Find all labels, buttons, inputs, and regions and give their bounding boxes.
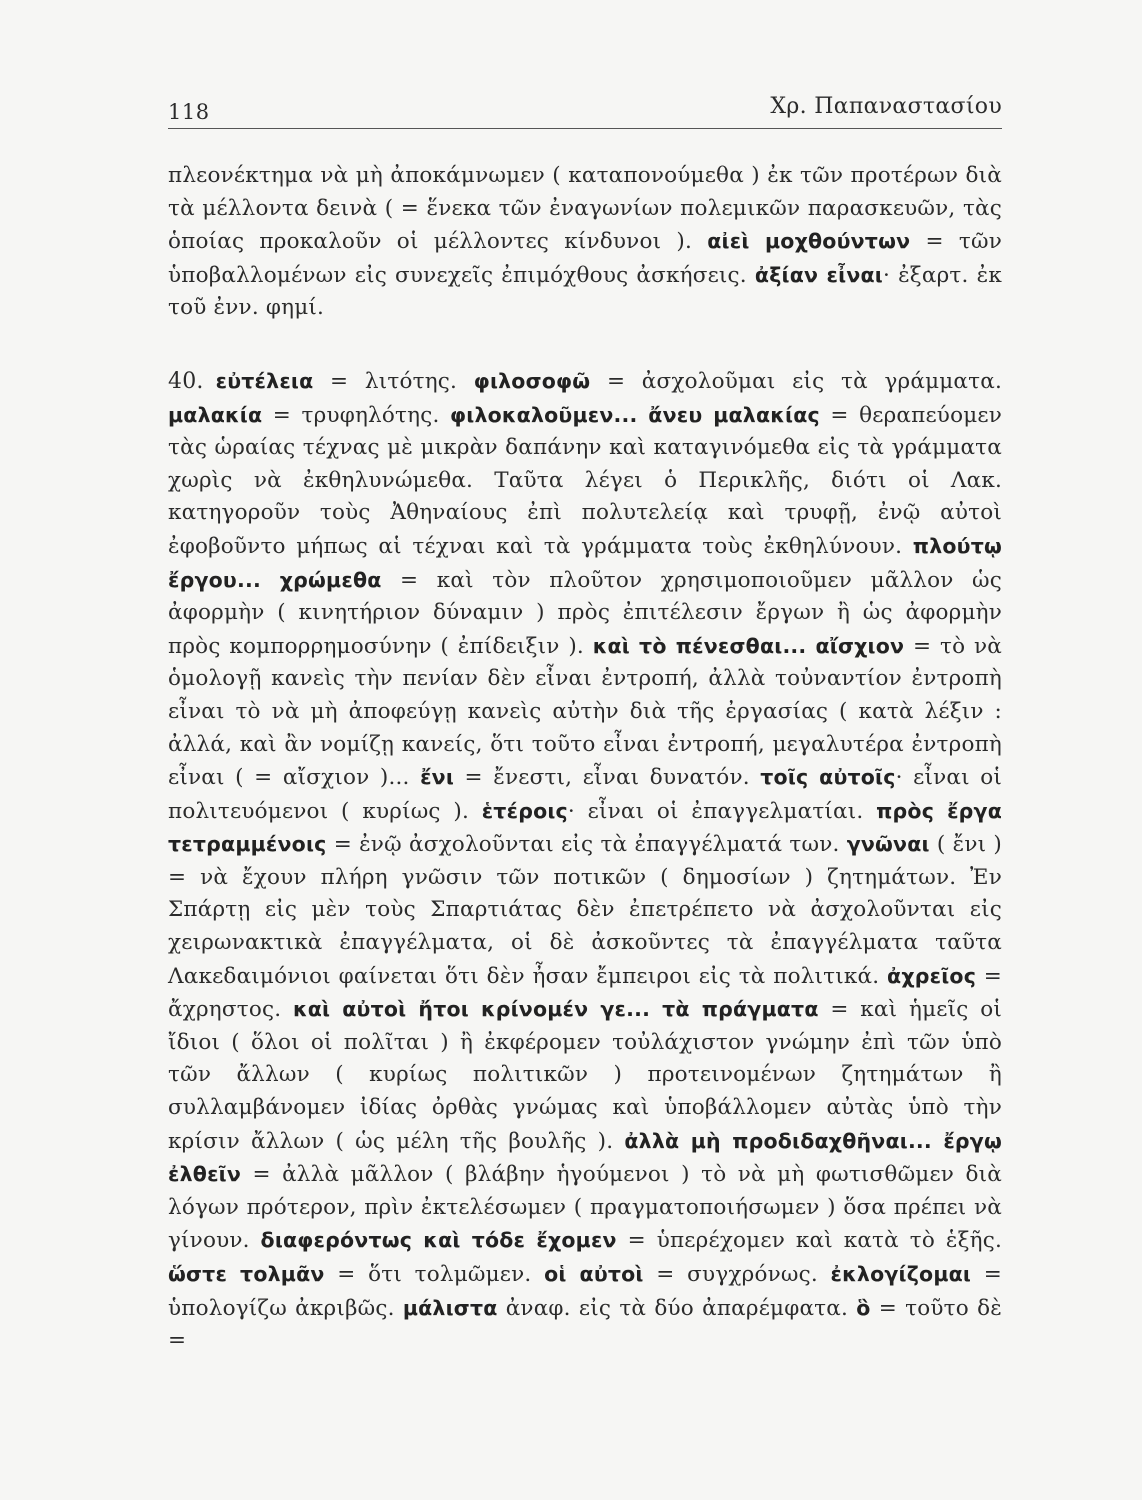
gloss-text: = ἀσχολοῦμαι εἰς τὰ γράμματα.: [590, 368, 1002, 394]
lemma: ἐκλογίζομαι: [830, 1262, 972, 1286]
gloss-text: ( ἔνι ) = νὰ ἔχουν πλήρη γνῶσιν τῶν ποτικῶν ( δημοσίων ) ζητημάτων. Ἐν Σπάρτῃ εἰς μὲν τοὺς Σπαρτιάτας δὲν ἐπετρέπετο νὰ ἀσχολοῦνται εἰς χειρωνακτικὰ ἐπαγγέλματα, οἱ δὲ ἀσκοῦντες τὰ ἐπαγγέλματα ταῦτα Λακεδαιμόνιοι φαίνεται ὅτι δὲν ἦσαν ἔμπειροι εἰς τὰ πολιτικά.: [168, 832, 1003, 989]
page-body: [168, 160, 1002, 1358]
lemma: ἑτέροις: [481, 798, 568, 823]
lemma: ὃ: [856, 1295, 871, 1320]
gloss-text: = τοῦτο δὲ =: [168, 1295, 1002, 1354]
gloss-text: = ὑπολογίζω ἀκριβῶς.: [168, 1262, 1002, 1321]
gloss-text: · ἐξαρτ. ἐκ τοῦ ἐνν. φημί.: [168, 262, 1002, 321]
lemma: μάλιστα: [402, 1295, 498, 1320]
gloss-text: · εἶναι οἱ πολιτευόμενοι ( κυρίως ).: [168, 765, 1002, 824]
running-title: Χρ. Παπαναστασίου: [770, 94, 1002, 119]
gloss-text: = καὶ ἡμεῖς οἱ ἴδιοι ( ὅλοι οἱ πολῖται ) ἢ ἐκφέρομεν τοὐλάχιστον γνώμην ἐπὶ τῶν ὑπὸ τῶν ἄλλων ( κυρίως πολιτικῶν ) προτεινομένων ζητημάτων ἢ συλλαμβάνομεν ἰδίας ὀρθὰς γνώμας καὶ ὑποβάλλομεν αὐτὰς ὑπὸ τὴν κρίσιν ἄλλων ( ὡς μέλη τῆς βουλῆς ).: [168, 997, 1002, 1154]
gloss-text: = ἔνεστι, εἶναι δυνατόν.: [454, 765, 761, 791]
gloss-text: = ὅτι τολμῶμεν.: [324, 1262, 545, 1287]
lemma: τοῖς αὐτοῖς: [760, 765, 896, 790]
lemma: ἀλλὰ μὴ προδιδαχθῆναι... ἔργῳ ἐλθεῖν: [168, 1128, 1002, 1187]
gloss-text: = τρυφηλότης.: [262, 402, 451, 428]
commentary-paragraph: [168, 365, 1002, 1358]
gloss-text: = καὶ τὸν πλοῦτον χρησιμοποιοῦμεν μᾶλλον ὡς ἀφορμὴν ( κινητήριον δύναμιν ) πρὸς ἐπιτέλεσιν ἔργων ἢ ὡς ἀφορμὴν πρὸς κομπορρημοσύνην ( ἐπίδειξιν ).: [168, 567, 1003, 659]
gloss-text: = ἀλλὰ μᾶλλον ( βλάβην ἡγούμενοι ) τὸ νὰ μὴ φωτισθῶμεν διὰ λόγων πρότερον, πρὶν ἐκτελέσωμεν ( πραγματοποιήσωμεν ) ὅσα πρέπει νὰ γίνουν.: [168, 1162, 1002, 1254]
lemma: πρὸς ἔργα τετραμμένοις: [168, 798, 1002, 857]
page-header: [168, 92, 1002, 129]
page-number: 118: [168, 100, 210, 124]
gloss-text: ἀναφ. εἰς τὰ δύο ἀπαρέμφατα.: [497, 1295, 857, 1321]
gloss-text: = ὑπερέχομεν καὶ κατὰ τὸ ἑξῆς.: [616, 1228, 1002, 1254]
gloss-text: · εἶναι οἱ ἐπαγγελματίαι.: [567, 798, 877, 824]
lemma: οἱ αὐτοὶ: [544, 1262, 644, 1286]
lemma: ὥστε τολμᾶν: [168, 1262, 325, 1286]
lemma: φιλοσοφῶ: [473, 368, 591, 393]
lemma: φιλοκαλοῦμεν... ἄνευ μαλακίας: [450, 402, 820, 427]
lemma: γνῶναι: [846, 832, 930, 857]
lemma: καὶ αὐτοὶ ἤτοι κρίνομέν γε... τὰ πράγματα: [293, 997, 819, 1022]
lemma: πλούτῳ ἔργου... χρώμεθα: [168, 533, 1002, 592]
lemma: μαλακία: [168, 402, 263, 427]
commentary-paragraph: [168, 160, 1002, 325]
gloss-text: = ἄχρηστος.: [168, 963, 1002, 1023]
gloss-text: = θεραπεύομεν τὰς ὡραίας τέχνας μὲ μικρὰν δαπάνην καὶ καταγινόμεθα εἰς τὰ γράμματα χωρὶς νὰ ἐκθηλυνώμεθα. Ταῦτα λέγει ὁ Περικλῆς, διότι οἱ Λακ. κατηγοροῦν τοὺς Ἀθηναίους ἐπὶ πολυτελείᾳ καὶ τρυφῇ, ἐνῷ αὐτοὶ ἐφοβοῦντο μήπως αἱ τέχναι καὶ τὰ γράμματα τοὺς ἐκθηλύνουν.: [168, 402, 1002, 559]
gloss-text: = λιτότης.: [313, 368, 474, 394]
lemma: εὐτέλεια: [215, 368, 314, 393]
lemma: αἰεὶ μοχθούντων: [707, 229, 911, 254]
lemma: καὶ τὸ πένεσθαι... αἴσχιον: [592, 633, 905, 658]
lemma: ἀξίαν εἶναι: [754, 262, 883, 287]
section-number: 40.: [168, 368, 204, 394]
gloss-text: = τὸ νὰ ὁμολογῇ κανεὶς τὴν πενίαν δὲν εἶναι ἐντροπή, ἀλλὰ τοὐναντίον ἐντροπὴ εἶναι τὸ νὰ μὴ ἀποφεύγῃ κανεὶς αὐτὴν διὰ τῆς ἐργασίας ( κατὰ λέξιν : ἀλλά, καὶ ἂν νομίζῃ κανείς, ὅτι τοῦτο εἶναι ἐντροπή, μεγαλυτέρα ἐντροπὴ εἶναι ( = αἴσχιον )...: [168, 633, 1002, 791]
lemma: ἔνι: [420, 765, 455, 790]
lemma: ἀχρεῖος: [887, 963, 977, 988]
gloss-text: = τῶν ὑποβαλλομένων εἰς συνεχεῖς ἐπιμόχθους ἀσκήσεις.: [168, 229, 1002, 288]
gloss-text: πλεονέκτημα νὰ μὴ ἀποκάμνωμεν ( καταπονούμεθα ) ἐκ τῶν προτέρων διὰ τὰ μέλλοντα δεινὰ ( = ἕνεκα τῶν ἐναγωνίων πολεμικῶν παρασκευῶν, τὰς ὁποίας προκαλοῦν οἱ μέλλοντες κίνδυνοι ).: [168, 163, 1002, 255]
gloss-text: = ἐνῷ ἀσχολοῦνται εἰς τὰ ἐπαγγέλματά των.: [326, 832, 847, 858]
lemma: διαφερόντως καὶ τόδε ἔχομεν: [260, 1228, 617, 1253]
gloss-text: = συγχρόνως.: [643, 1262, 831, 1287]
